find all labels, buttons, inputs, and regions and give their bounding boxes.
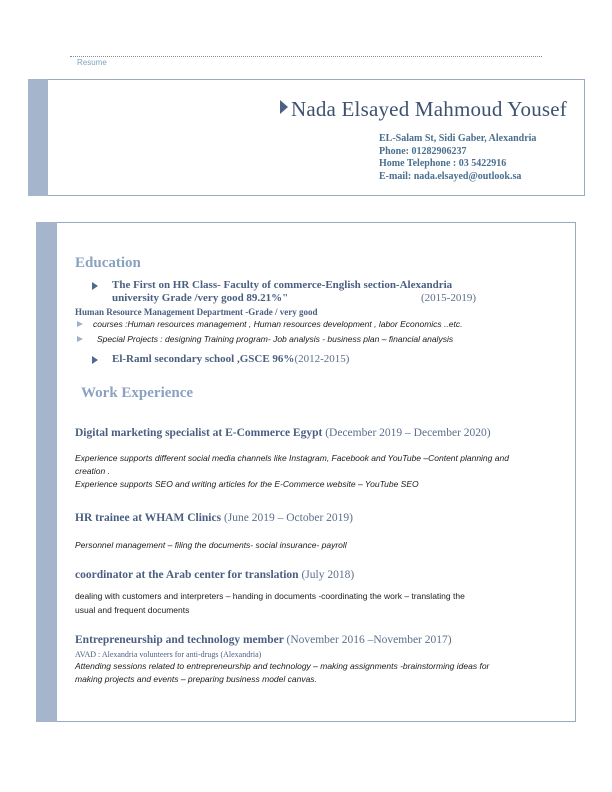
phone: Phone: 01282906237 [379, 145, 467, 157]
education-projects: Special Projects : designing Training program- Job analysis - business plan – financial analysis [97, 334, 454, 344]
job-3-period: (July 2018) [301, 569, 355, 581]
job-1-period: (December 2019 – December 2020) [325, 427, 491, 439]
job-1-desc-line-2: creation . [75, 466, 110, 476]
job-4-organization-note: AVAD : Alexandria volunteers for anti-drugs (Alexandria) [75, 650, 262, 659]
education-item-2-years: (2012-2015) [294, 353, 350, 365]
job-4-desc-line-1: Attending sessions related to entrepreneurship and technology – making assignments -brainstorming ideas for [75, 661, 490, 671]
contact-info [379, 133, 536, 183]
job-3-title: coordinator at the Arab center for translation [75, 569, 299, 581]
job-4-desc-line-2: making projects and events – preparing business model canvas. [75, 674, 317, 684]
top-divider [70, 56, 542, 57]
job-1-title: Digital marketing specialist at E-Commerce Egypt [75, 427, 323, 439]
job-2-title: HR trainee at WHAM Clinics [75, 512, 222, 524]
resume-label: Resume [77, 58, 107, 67]
job-3-heading [75, 569, 354, 581]
job-2-heading [75, 512, 353, 524]
job-3-desc-line-2: usual and frequent documents [75, 605, 190, 615]
education-item-2 [112, 353, 349, 365]
job-1-description [75, 452, 509, 491]
job-4-description [75, 660, 489, 686]
triangle-arrow-icon [280, 100, 288, 114]
candidate-name-row [0, 97, 567, 122]
candidate-name: Nada Elsayed Mahmoud Yousef [290, 97, 567, 121]
main-accent-bar [36, 222, 57, 722]
job-1-desc-line-3: Experience supports SEO and writing articles for the E-Commerce website – YouTube SEO [75, 479, 419, 489]
bullet-triangle-icon [77, 321, 83, 327]
education-item-1-line1: The First on HR Class- Faculty of commerce-English section-Alexandria [112, 279, 453, 291]
address: EL-Salam St, Sidi Gaber, Alexandria [379, 133, 537, 144]
bullet-triangle-icon [92, 356, 98, 364]
job-2-period: (June 2019 – October 2019) [223, 512, 353, 524]
education-item-2-text: El-Raml secondary school ,GSCE 96% [112, 353, 295, 365]
job-2-desc-line-1: Personnel management – filing the documents- social insurance- payroll [75, 540, 347, 550]
job-4-period: (November 2016 –November 2017) [286, 634, 452, 646]
job-3-description [75, 589, 465, 617]
job-1-heading [75, 427, 491, 439]
job-4-title: Entrepreneurship and technology member [75, 634, 284, 646]
bullet-triangle-icon [92, 282, 98, 290]
education-department: Human Resource Management Department -Grade / very good [75, 307, 318, 317]
job-4-heading [75, 634, 452, 646]
work-experience-heading: Work Experience [81, 385, 194, 401]
email: E-mail: nada.elsayed@outlook.sa [379, 170, 522, 182]
education-item-1-line2: university Grade /very good 89.21%" [112, 292, 289, 304]
bullet-triangle-icon [77, 336, 83, 342]
job-2-description [75, 539, 347, 552]
education-courses: courses :Human resources management , Human resources development , labor Economics ..etc. [93, 319, 463, 329]
job-3-desc-line-1: dealing with customers and interpreters – handing in documents -coordinating the work – translating the [75, 591, 465, 601]
education-heading: Education [75, 255, 141, 271]
home-telephone: Home Telephone : 03 5422916 [379, 158, 507, 169]
education-item-1-years: (2015-2019) [421, 292, 476, 304]
job-1-desc-line-1: Experience supports different social media channels like Instagram, Facebook and YouTube –Content planning and [75, 453, 509, 463]
